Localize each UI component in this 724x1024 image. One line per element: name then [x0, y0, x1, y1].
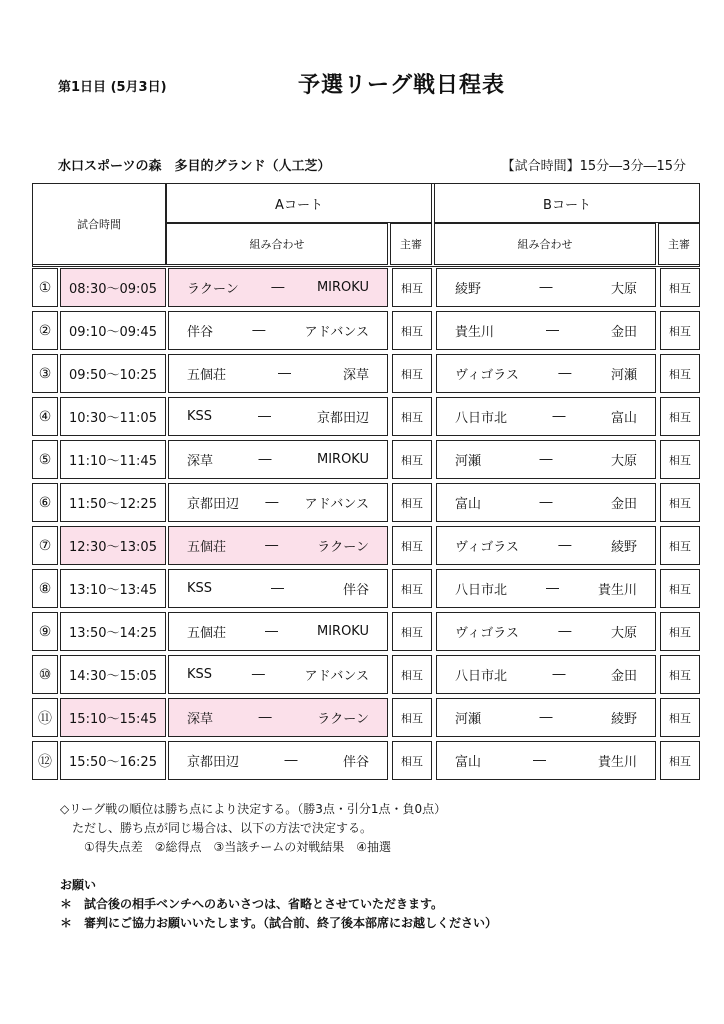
court-a-matchup [168, 440, 388, 479]
dash: ― [271, 280, 285, 295]
home-team: 五個荘 [187, 540, 227, 555]
dash: ― [265, 624, 278, 639]
court-a-header: Aコート [166, 183, 432, 223]
court-a-matchup-header: 組み合わせ [166, 223, 388, 265]
court-a-matchup [168, 698, 388, 737]
court-b-matchup [436, 569, 656, 608]
match-time: 12:30〜13:05 [60, 526, 166, 565]
court-b-matchup [436, 354, 656, 393]
dash: ― [552, 667, 566, 682]
away-team: 河瀬 [610, 368, 637, 383]
court-a-referee: 相互 [392, 612, 432, 651]
home-team: 富山 [455, 755, 482, 770]
away-team: 金田 [610, 325, 637, 340]
court-b-referee: 相互 [660, 612, 700, 651]
away-team: 大原 [610, 626, 637, 641]
match-number: ② [32, 311, 58, 350]
court-a-matchup [168, 655, 388, 694]
time-header: 試合時間 [32, 183, 166, 265]
match-time: 15:10〜15:45 [60, 698, 166, 737]
dash: ― [546, 323, 559, 338]
court-b-matchup [436, 268, 656, 307]
court-b-matchup [436, 311, 656, 350]
note-line: ただし、勝ち点が同じ場合は、以下の方法で決定する。 [60, 821, 373, 835]
home-team: KSS [187, 581, 213, 596]
away-team: 貴生川 [597, 583, 637, 598]
match-time: 15:50〜16:25 [60, 741, 166, 780]
dash: ― [558, 624, 572, 639]
note-line: ◇リーグ戦の順位は勝ち点により決定する。（勝3点・引分1点・負0点） [60, 802, 447, 816]
page-title: 予選リーグ戦日程表 [298, 73, 506, 98]
match-number: ⑤ [32, 440, 58, 479]
dash: ― [539, 710, 553, 725]
court-a-matchup [168, 612, 388, 651]
court-a-referee: 相互 [392, 741, 432, 780]
away-team: MIROKU [316, 280, 369, 295]
match-time: 11:10〜11:45 [60, 440, 166, 479]
match-number: ⑥ [32, 483, 58, 522]
match-time: 08:30〜09:05 [60, 268, 166, 307]
court-b-referee: 相互 [660, 440, 700, 479]
dash: ― [539, 280, 553, 295]
court-b-matchup [436, 655, 656, 694]
request-item: ＊ 審判にご協力お願いいたします。（試合前、終了後本部席にお越しください） [60, 916, 498, 930]
court-b-header: Bコート [434, 183, 700, 223]
away-team: 貴生川 [597, 755, 637, 770]
court-b-referee: 相互 [660, 483, 700, 522]
dash: ― [271, 581, 284, 596]
home-team: 深草 [187, 454, 214, 469]
home-team: ヴィゴラス [455, 626, 519, 641]
ranking-notes [60, 800, 446, 857]
match-time: 13:50〜14:25 [60, 612, 166, 651]
away-team: 金田 [610, 669, 637, 684]
dash: ― [284, 753, 298, 768]
match-time: 13:10〜13:45 [60, 569, 166, 608]
court-a-referee: 相互 [392, 483, 432, 522]
court-b-referee-header: 主審 [658, 223, 700, 265]
requests-heading: お願い [60, 878, 97, 892]
away-team: MIROKU [316, 624, 369, 639]
dash: ― [258, 409, 271, 424]
court-b-referee: 相互 [660, 354, 700, 393]
court-a-matchup [168, 569, 388, 608]
home-team: 伴谷 [187, 325, 214, 340]
away-team: 富山 [610, 411, 637, 426]
court-b-matchup [436, 483, 656, 522]
home-team: ヴィゴラス [455, 368, 519, 383]
dash: ― [265, 538, 279, 553]
court-a-matchup [168, 311, 388, 350]
home-team: 八日市北 [455, 669, 508, 684]
home-team: 貴生川 [455, 325, 495, 340]
dash: ― [278, 366, 291, 381]
court-b-referee: 相互 [660, 741, 700, 780]
court-a-matchup [168, 354, 388, 393]
court-a-referee: 相互 [392, 569, 432, 608]
away-team: 綾野 [610, 712, 637, 727]
court-b-referee: 相互 [660, 268, 700, 307]
home-team: 八日市北 [455, 411, 508, 426]
court-a-referee: 相互 [392, 526, 432, 565]
dash: ― [552, 409, 566, 424]
home-team: 京都田辺 [187, 755, 240, 770]
match-number: ⑪ [32, 698, 58, 737]
away-team: 伴谷 [342, 755, 369, 770]
match-number: ⑧ [32, 569, 58, 608]
away-team: 大原 [610, 454, 637, 469]
court-a-matchup [168, 741, 388, 780]
dash: ― [558, 366, 572, 381]
match-time: 14:30〜15:05 [60, 655, 166, 694]
court-b-matchup [436, 698, 656, 737]
dash: ― [258, 452, 272, 467]
away-team: MIROKU [316, 452, 369, 467]
away-team: アドバンス [304, 669, 369, 684]
match-time: 10:30〜11:05 [60, 397, 166, 436]
court-a-referee: 相互 [392, 655, 432, 694]
court-b-referee: 相互 [660, 397, 700, 436]
court-a-matchup [168, 483, 388, 522]
dash: ― [258, 710, 272, 725]
dash: ― [539, 452, 553, 467]
court-a-referee: 相互 [392, 311, 432, 350]
match-number: ① [32, 268, 58, 307]
dash: ― [251, 667, 265, 682]
match-time-label: 【試合時間】15分―3分―15分 [501, 159, 686, 174]
court-b-referee: 相互 [660, 311, 700, 350]
dash: ― [252, 323, 266, 338]
court-a-matchup [168, 268, 388, 307]
away-team: アドバンス [304, 497, 369, 512]
match-number: ③ [32, 354, 58, 393]
away-team: 金田 [610, 497, 637, 512]
court-a-referee: 相互 [392, 354, 432, 393]
away-team: ラクーン [317, 540, 369, 555]
home-team: 京都田辺 [187, 497, 240, 512]
court-b-matchup [436, 612, 656, 651]
court-b-referee: 相互 [660, 526, 700, 565]
away-team: 大原 [610, 282, 637, 297]
match-number: ④ [32, 397, 58, 436]
court-b-referee: 相互 [660, 655, 700, 694]
court-a-referee: 相互 [392, 440, 432, 479]
dash: ― [558, 538, 572, 553]
venue-label: 水口スポーツの森 多目的グランド（人工芝） [58, 159, 331, 174]
home-team: 深草 [187, 712, 214, 727]
court-b-matchup [436, 440, 656, 479]
match-number: ⑦ [32, 526, 58, 565]
requests-section [60, 876, 497, 933]
day-label: 第1日目 (5月3日) [58, 80, 167, 95]
court-a-referee: 相互 [392, 397, 432, 436]
match-time: 09:10〜09:45 [60, 311, 166, 350]
match-number: ⑫ [32, 741, 58, 780]
home-team: KSS [187, 409, 213, 424]
request-item: ＊ 試合後の相手ベンチへのあいさつは、省略とさせていただきます。 [60, 897, 444, 911]
court-b-referee: 相互 [660, 569, 700, 608]
court-a-matchup [168, 526, 388, 565]
court-b-matchup [436, 397, 656, 436]
away-team: ラクーン [317, 712, 369, 727]
home-team: ラクーン [187, 282, 239, 297]
court-b-matchup [436, 741, 656, 780]
away-team: アドバンス [304, 325, 369, 340]
court-b-matchup [436, 526, 656, 565]
match-number: ⑩ [32, 655, 58, 694]
court-a-matchup [168, 397, 388, 436]
dash: ― [265, 495, 279, 510]
match-time: 09:50〜10:25 [60, 354, 166, 393]
home-team: ヴィゴラス [455, 540, 519, 555]
away-team: 伴谷 [342, 583, 369, 598]
home-team: 富山 [455, 497, 482, 512]
dash: ― [533, 753, 546, 768]
away-team: 綾野 [610, 540, 637, 555]
away-team: 京都田辺 [316, 411, 369, 426]
court-b-matchup-header: 組み合わせ [434, 223, 656, 265]
home-team: KSS [187, 667, 213, 682]
note-line: ①得失点差 ②総得点 ③当該チームの対戦結果 ④抽選 [60, 840, 392, 854]
dash: ― [539, 495, 553, 510]
dash: ― [546, 581, 559, 596]
court-a-referee-header: 主審 [390, 223, 432, 265]
away-team: 深草 [342, 368, 369, 383]
court-a-referee: 相互 [392, 268, 432, 307]
match-number: ⑨ [32, 612, 58, 651]
home-team: 河瀬 [455, 712, 482, 727]
home-team: 八日市北 [455, 583, 508, 598]
home-team: 五個荘 [187, 368, 227, 383]
court-a-referee: 相互 [392, 698, 432, 737]
court-b-referee: 相互 [660, 698, 700, 737]
match-time: 11:50〜12:25 [60, 483, 166, 522]
home-team: 五個荘 [187, 626, 227, 641]
home-team: 綾野 [455, 282, 482, 297]
home-team: 河瀬 [455, 454, 482, 469]
